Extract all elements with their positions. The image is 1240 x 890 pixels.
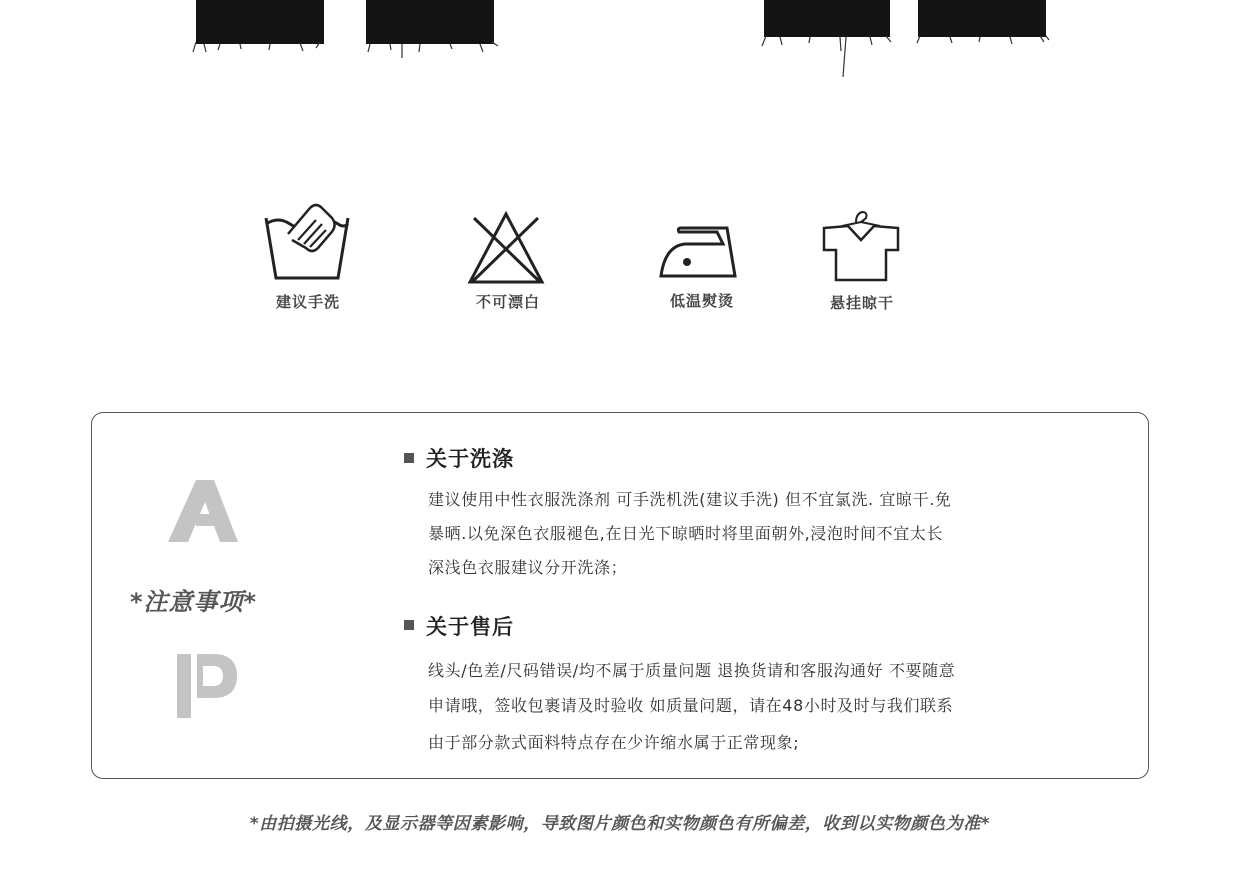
washing-text-line-3: 深浅色衣服建议分开洗涤； bbox=[428, 558, 628, 577]
care-label-hand-wash: 建议手洗 bbox=[275, 293, 340, 311]
after-sales-text-line-3: 由于部分款式面料特点存在少许缩水属于正常现象; bbox=[428, 733, 800, 752]
hang-dry-icon bbox=[820, 206, 902, 284]
care-label-low-iron: 低温熨烫 bbox=[669, 292, 734, 310]
brand-logo-a bbox=[166, 478, 240, 544]
no-bleach-icon bbox=[466, 210, 546, 286]
after-sales-text-line-1: 线头/色差/尺码错误/均不属于质量问题 退换货请和客服沟通好 不要随意 bbox=[428, 661, 956, 680]
hand-wash-icon bbox=[262, 200, 354, 284]
after-sales-text-line-2: 申请哦，签收包裹请及时验收 如质量问题，请在48小时及时与我们联系 bbox=[428, 696, 954, 715]
section-heading-washing: 关于洗涤 bbox=[426, 447, 514, 471]
notice-title: *注意事项* bbox=[130, 588, 258, 616]
section-bullet-after-sales bbox=[404, 620, 414, 630]
washing-text-line-2: 暴晒.以免深色衣服褪色,在日光下晾晒时将里面朝外,浸泡时间不宜太长 bbox=[428, 524, 944, 543]
color-disclaimer: *由拍摄光线，及显示器等因素影响，导致图片颜色和实物颜色有所偏差，收到以实物颜色为准* bbox=[249, 814, 991, 834]
section-heading-after-sales: 关于售后 bbox=[426, 615, 514, 639]
jeans-frayed-hem bbox=[180, 28, 1060, 88]
care-label-hang-dry: 悬挂晾干 bbox=[829, 294, 894, 312]
section-bullet-washing bbox=[404, 453, 414, 463]
washing-text-line-1: 建议使用中性衣服洗涤剂 可手洗机洗(建议手洗) 但不宜氯洗. 宜晾干.免 bbox=[428, 490, 952, 509]
brand-logo-p bbox=[177, 654, 241, 718]
low-iron-icon bbox=[657, 222, 739, 280]
care-label-no-bleach: 不可漂白 bbox=[475, 293, 540, 311]
